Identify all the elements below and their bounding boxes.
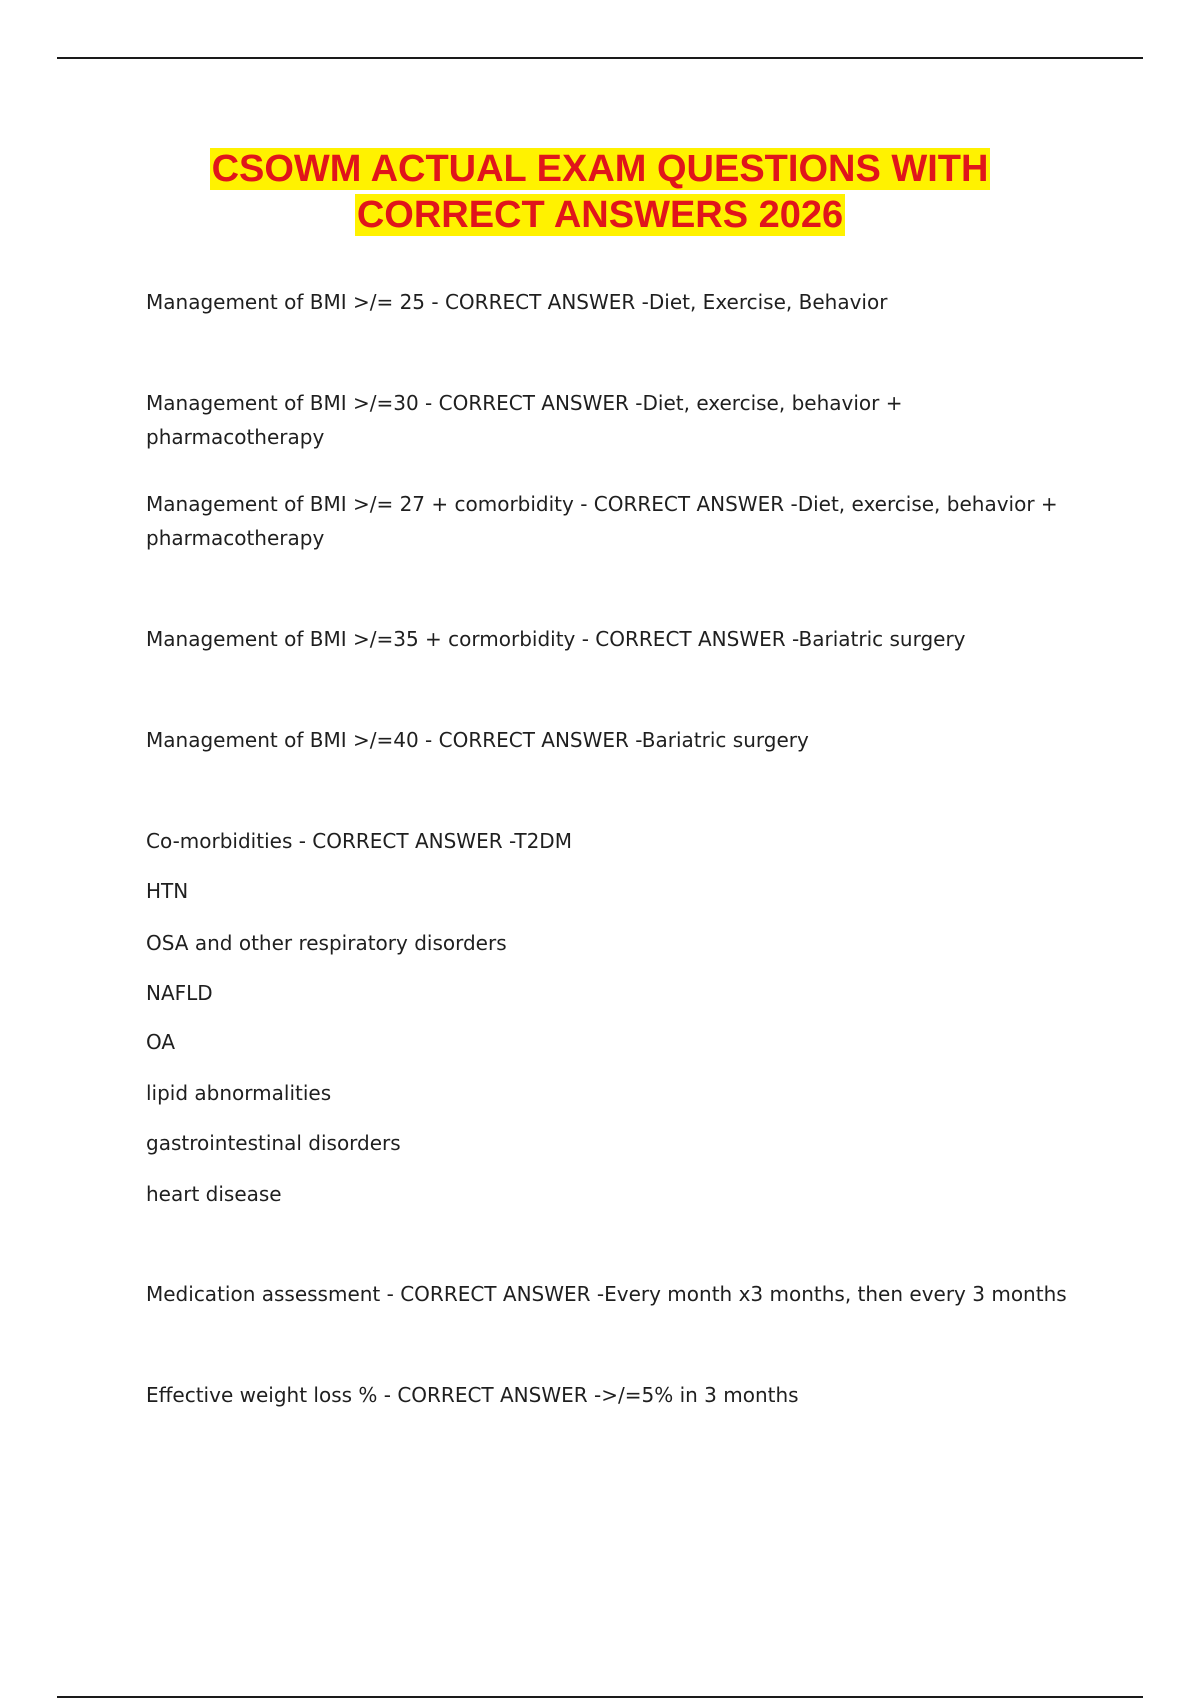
comorbidity-list-item: NAFLD (146, 981, 213, 1005)
qa-item: Management of BMI >/=40 - CORRECT ANSWER -Bariatric surgery (146, 728, 809, 752)
title-line-2: CORRECT ANSWERS 2026 (356, 194, 844, 236)
qa-item: Management of BMI >/= 27 + comorbidity - CORRECT ANSWER -Diet, exercise, behavior + pharmacotherapy (146, 492, 1058, 550)
document-title (0, 146, 1200, 238)
comorbidity-list-item: heart disease (146, 1182, 282, 1206)
bottom-rule (57, 1696, 1143, 1698)
comorbidity-list-item: gastrointestinal disorders (146, 1131, 401, 1155)
comorbidity-list-item: lipid abnormalities (146, 1081, 332, 1105)
qa-item: Management of BMI >/= 25 - CORRECT ANSWER -Diet, Exercise, Behavior (146, 290, 888, 314)
top-rule (57, 57, 1143, 59)
qa-item: Effective weight loss % - CORRECT ANSWER ->/=5% in 3 months (146, 1383, 799, 1407)
title-line-1: CSOWM ACTUAL EXAM QUESTIONS WITH (211, 148, 989, 190)
qa-item: Management of BMI >/=30 - CORRECT ANSWER -Diet, exercise, behavior + pharmacotherapy (146, 391, 903, 449)
qa-item: Management of BMI >/=35 + cormorbidity - CORRECT ANSWER -Bariatric surgery (146, 627, 966, 651)
comorbidity-list-item: OA (146, 1030, 176, 1054)
comorbidity-list-item: HTN (146, 879, 189, 903)
qa-item: Medication assessment - CORRECT ANSWER -Every month x3 months, then every 3 months (146, 1282, 1067, 1306)
qa-item: Co-morbidities - CORRECT ANSWER -T2DM (146, 829, 572, 853)
comorbidity-list-item: OSA and other respiratory disorders (146, 931, 507, 955)
